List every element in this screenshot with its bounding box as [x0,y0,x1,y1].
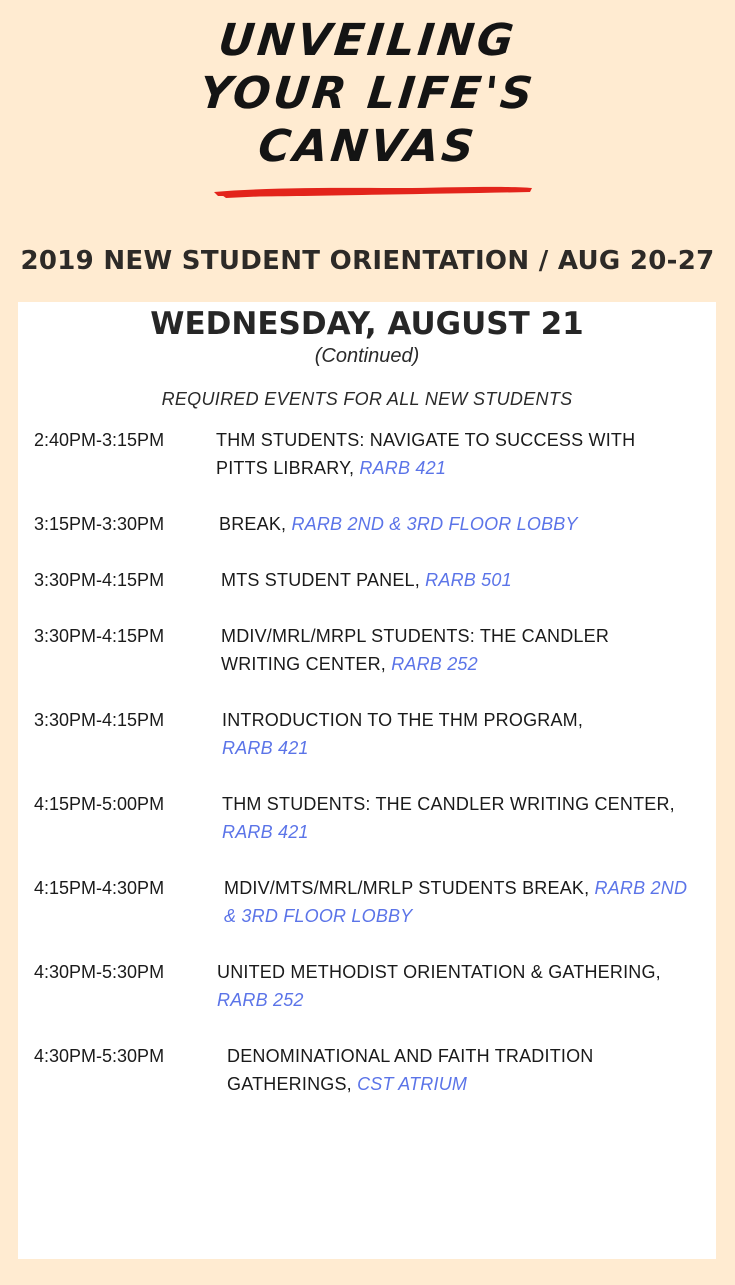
event-location[interactable]: RARB 421 [222,738,309,758]
event-time: 3:30PM-4:15PM [34,710,165,730]
event-location[interactable]: RARB 2ND & 3RD FLOOR LOBBY [224,878,688,926]
event-time: 3:30PM-4:15PM [34,570,165,590]
title-line-1: UNVEILING [216,15,519,66]
event-time: 4:15PM-4:30PM [34,878,165,898]
orientation-subtitle: 2019 NEW STUDENT ORIENTATION / AUG 20-27 [20,246,715,276]
event-title: UNITED METHODIST ORIENTATION & GATHERING, [217,962,661,982]
event-time: 4:30PM-5:30PM [34,1046,165,1066]
event-location[interactable]: RARB 2ND & 3RD FLOOR LOBBY [291,514,578,534]
event-location[interactable]: RARB 252 [217,990,304,1010]
event-title: BREAK, [219,514,292,534]
event-location[interactable]: RARB 421 [222,822,309,842]
event-time: 3:15PM-3:30PM [34,514,165,534]
event-time: 2:40PM-3:15PM [34,430,165,450]
event-description [224,874,694,930]
event-description [227,1042,657,1098]
event-title: DENOMINATIONAL AND FAITH TRADITION GATHERINGS, [227,1046,594,1094]
event-time: 4:15PM-5:00PM [34,794,165,814]
title-line-3: CANVAS [255,121,480,172]
event-title: MDIV/MTS/MRL/MRLP STUDENTS BREAK, [224,878,595,898]
red-brush-stroke [212,183,534,199]
event-list [18,302,716,1259]
event-time: 3:30PM-4:15PM [34,626,165,646]
event-title: MDIV/MRL/MRPL STUDENTS: THE CANDLER WRITING CENTER, [221,626,610,674]
schedule-card [18,302,716,1259]
title-line-2: YOUR LIFE'S [197,68,538,119]
required-events-note: REQUIRED EVENTS FOR ALL NEW STUDENTS [161,389,573,409]
event-location[interactable]: RARB 421 [359,458,447,478]
event-description [222,706,622,762]
event-location[interactable]: RARB 501 [425,570,512,590]
event-description [219,510,689,538]
event-description [221,622,661,678]
day-heading: WEDNESDAY, AUGUST 21 [150,306,584,342]
event-title: THM STUDENTS: NAVIGATE TO SUCCESS WITH PITTS LIBRARY, [216,430,636,478]
event-description [221,566,691,594]
event-description [217,958,707,1014]
event-location[interactable]: CST ATRIUM [357,1074,468,1094]
event-title: THM STUDENTS: THE CANDLER WRITING CENTER, [222,794,675,814]
event-title: INTRODUCTION TO THE THM PROGRAM, [222,710,584,730]
continued-note: (Continued) [314,345,420,367]
event-description [216,426,676,482]
event-title: MTS STUDENT PANEL, [221,570,426,590]
event-location[interactable]: RARB 252 [391,654,478,674]
event-time: 4:30PM-5:30PM [34,962,165,982]
event-description [222,790,702,846]
poster-title [0,14,735,173]
